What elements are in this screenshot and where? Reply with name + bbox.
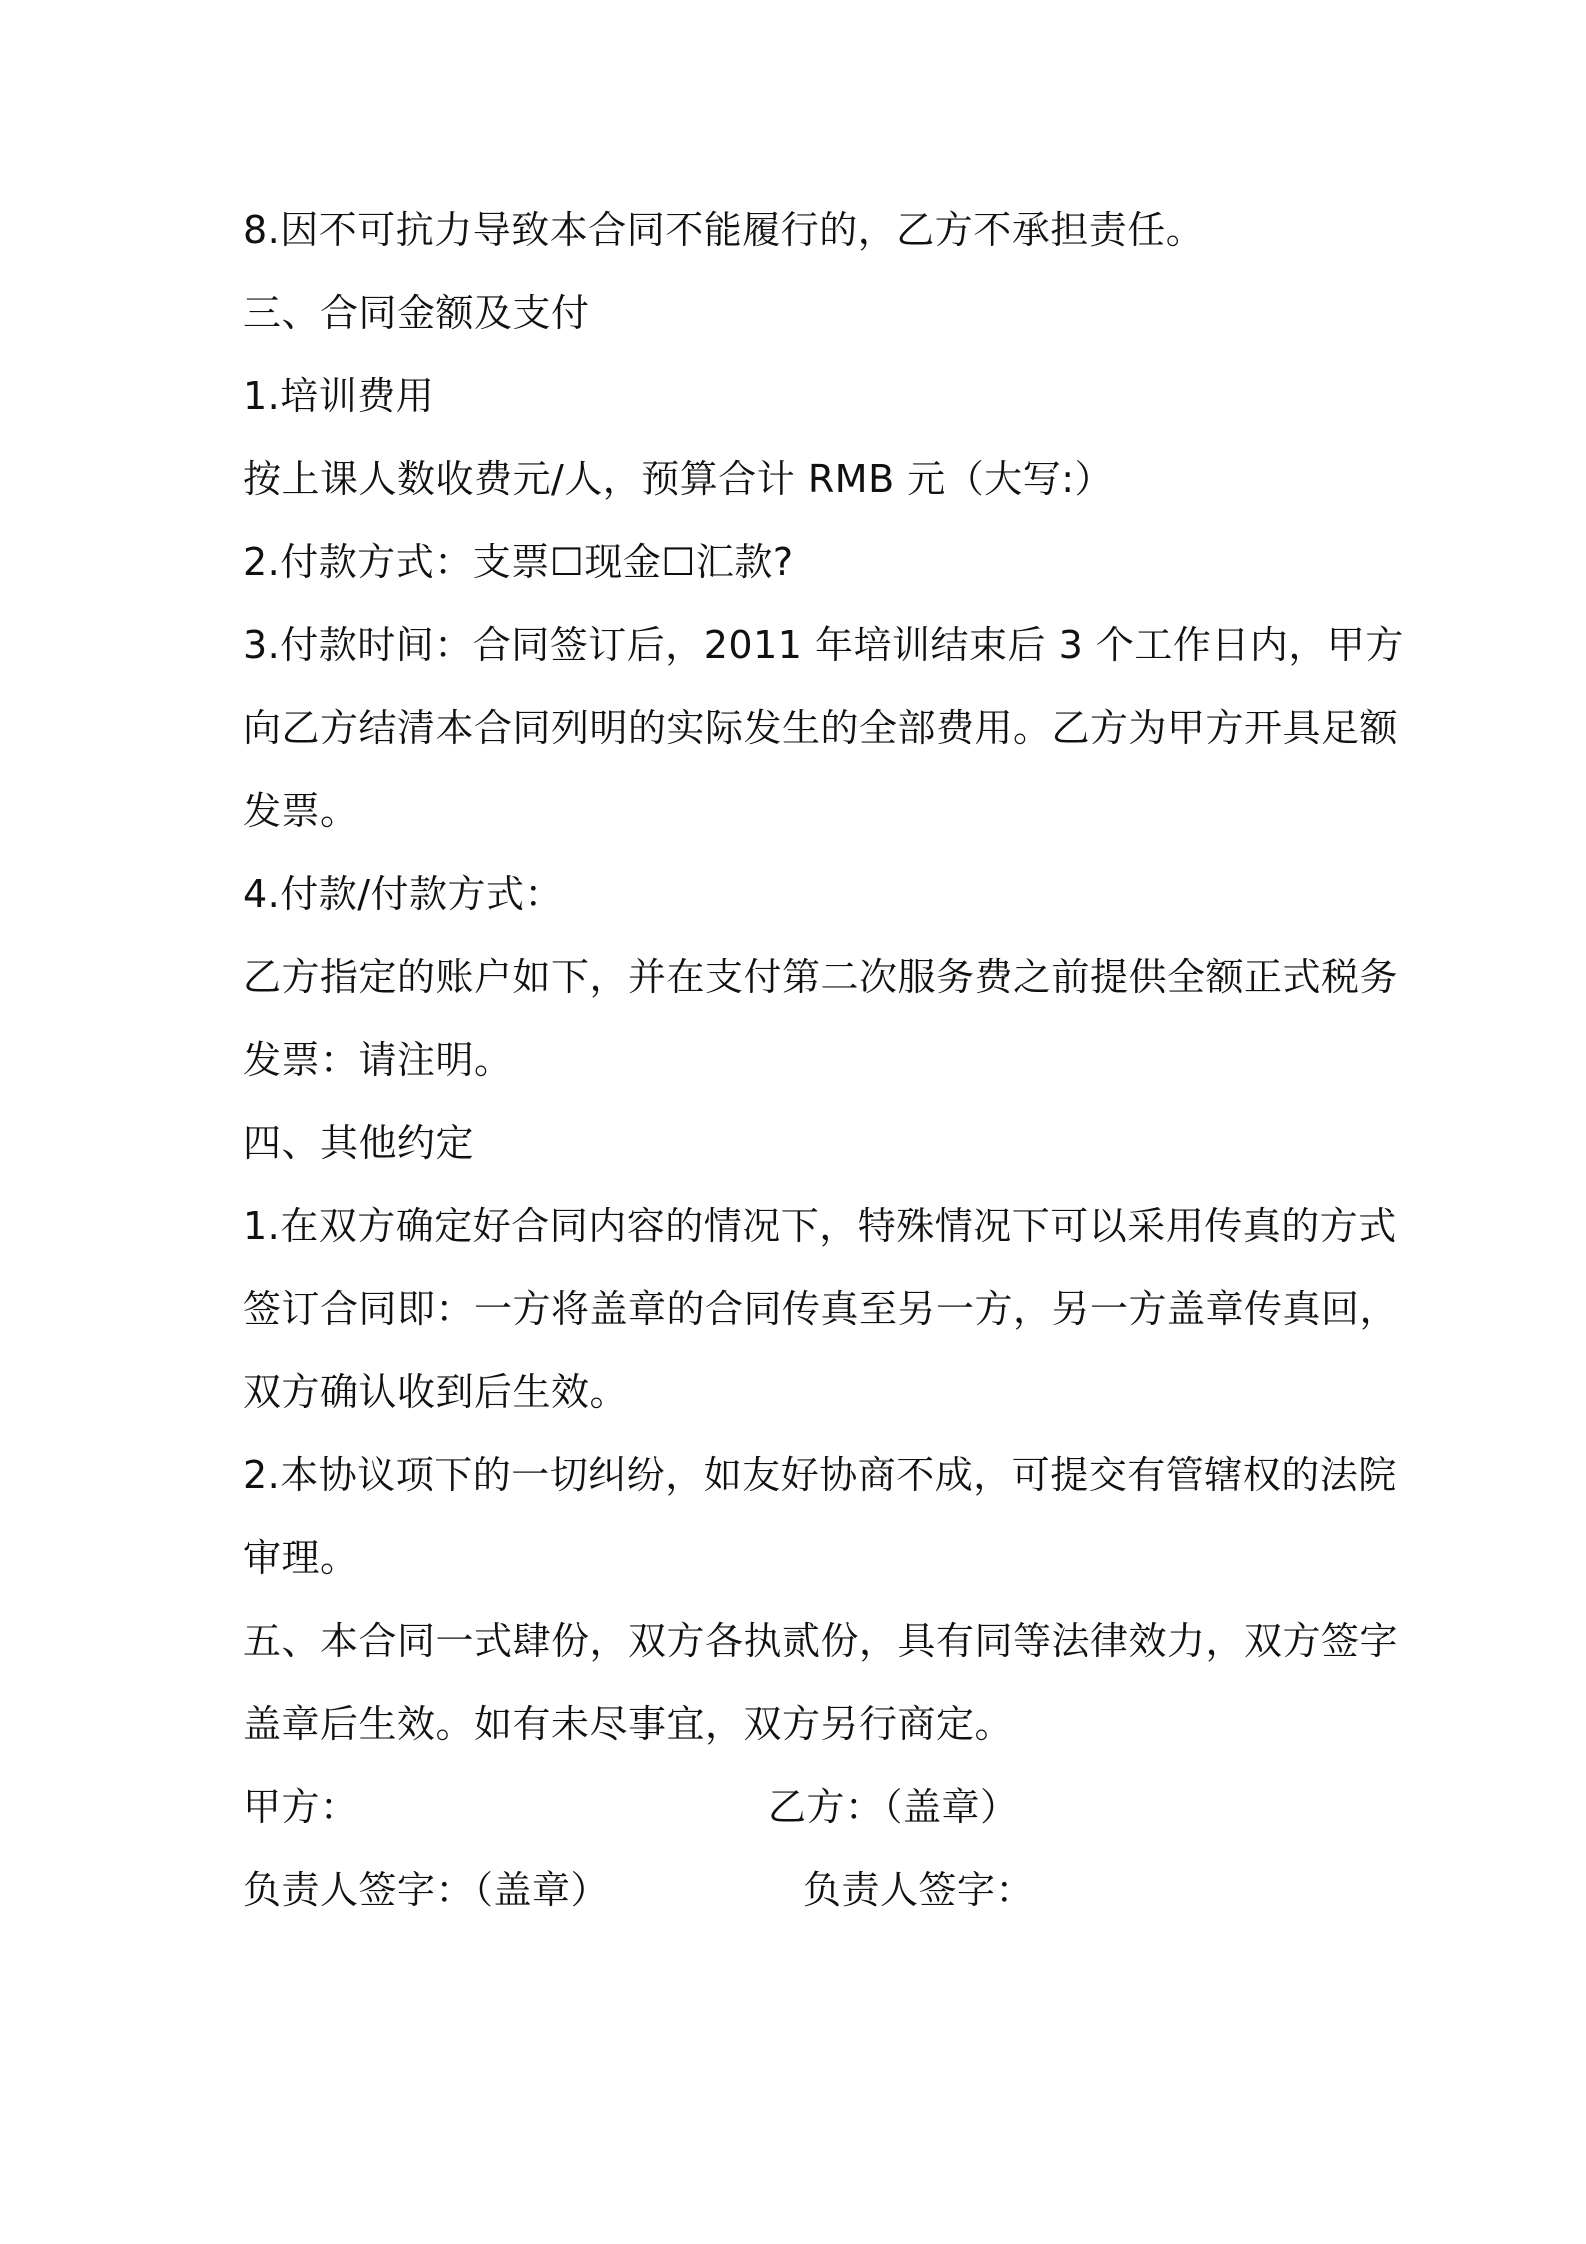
clause-force-majeure: 8.因不可抗力导致本合同不能履行的，乙方不承担责任。 bbox=[243, 208, 1205, 252]
text-copies-2: 盖章后生效。如有未尽事宜，双方另行商定。 bbox=[243, 1702, 1014, 1746]
text-disputes-2: 审理。 bbox=[243, 1536, 359, 1580]
text-payment-time-1: 3.付款时间：合同签订后，2011 年培训结束后 3 个工作日内，甲方 bbox=[243, 623, 1404, 667]
text-payment-time-2: 向乙方结清本合同列明的实际发生的全部费用。乙方为甲方开具足额 bbox=[243, 706, 1399, 750]
party-b-signer-label: 负责人签字： bbox=[803, 1868, 1035, 1912]
text-account-2: 发票：请注明。 bbox=[243, 1038, 513, 1082]
section-heading-amount-payment: 三、合同金额及支付 bbox=[243, 291, 590, 335]
party-a-signer-label: 负责人签字：（盖章） bbox=[243, 1868, 610, 1912]
text-fax-1: 1.在双方确定好合同内容的情况下，特殊情况下可以采用传真的方式 bbox=[243, 1204, 1397, 1248]
text-fax-3: 双方确认收到后生效。 bbox=[243, 1370, 629, 1414]
section-heading-other-terms: 四、其他约定 bbox=[243, 1121, 475, 1165]
text-payment-method: 2.付款方式：支票☐现金☐汇款? bbox=[243, 540, 794, 584]
text-copies-1: 五、本合同一式肆份，双方各执贰份，具有同等法律效力，双方签字 bbox=[243, 1619, 1399, 1663]
text-fee-per-person: 按上课人数收费元/人，预算合计 RMB 元（大写:） bbox=[243, 457, 1114, 501]
text-fax-2: 签订合同即：一方将盖章的合同传真至另一方，另一方盖章传真回， bbox=[243, 1287, 1399, 1331]
text-payment-time-3: 发票。 bbox=[243, 789, 359, 833]
text-disputes-1: 2.本协议项下的一切纠纷，如友好协商不成，可提交有管辖权的法院 bbox=[243, 1453, 1397, 1497]
text-account-1: 乙方指定的账户如下，并在支付第二次服务费之前提供全额正式税务 bbox=[243, 955, 1399, 999]
subheading-training-fee: 1.培训费用 bbox=[243, 374, 435, 418]
subheading-payment-account: 4.付款/付款方式： bbox=[243, 872, 564, 916]
party-b-label: 乙方：（盖章） bbox=[768, 1785, 1019, 1829]
party-a-label: 甲方： bbox=[243, 1785, 359, 1829]
